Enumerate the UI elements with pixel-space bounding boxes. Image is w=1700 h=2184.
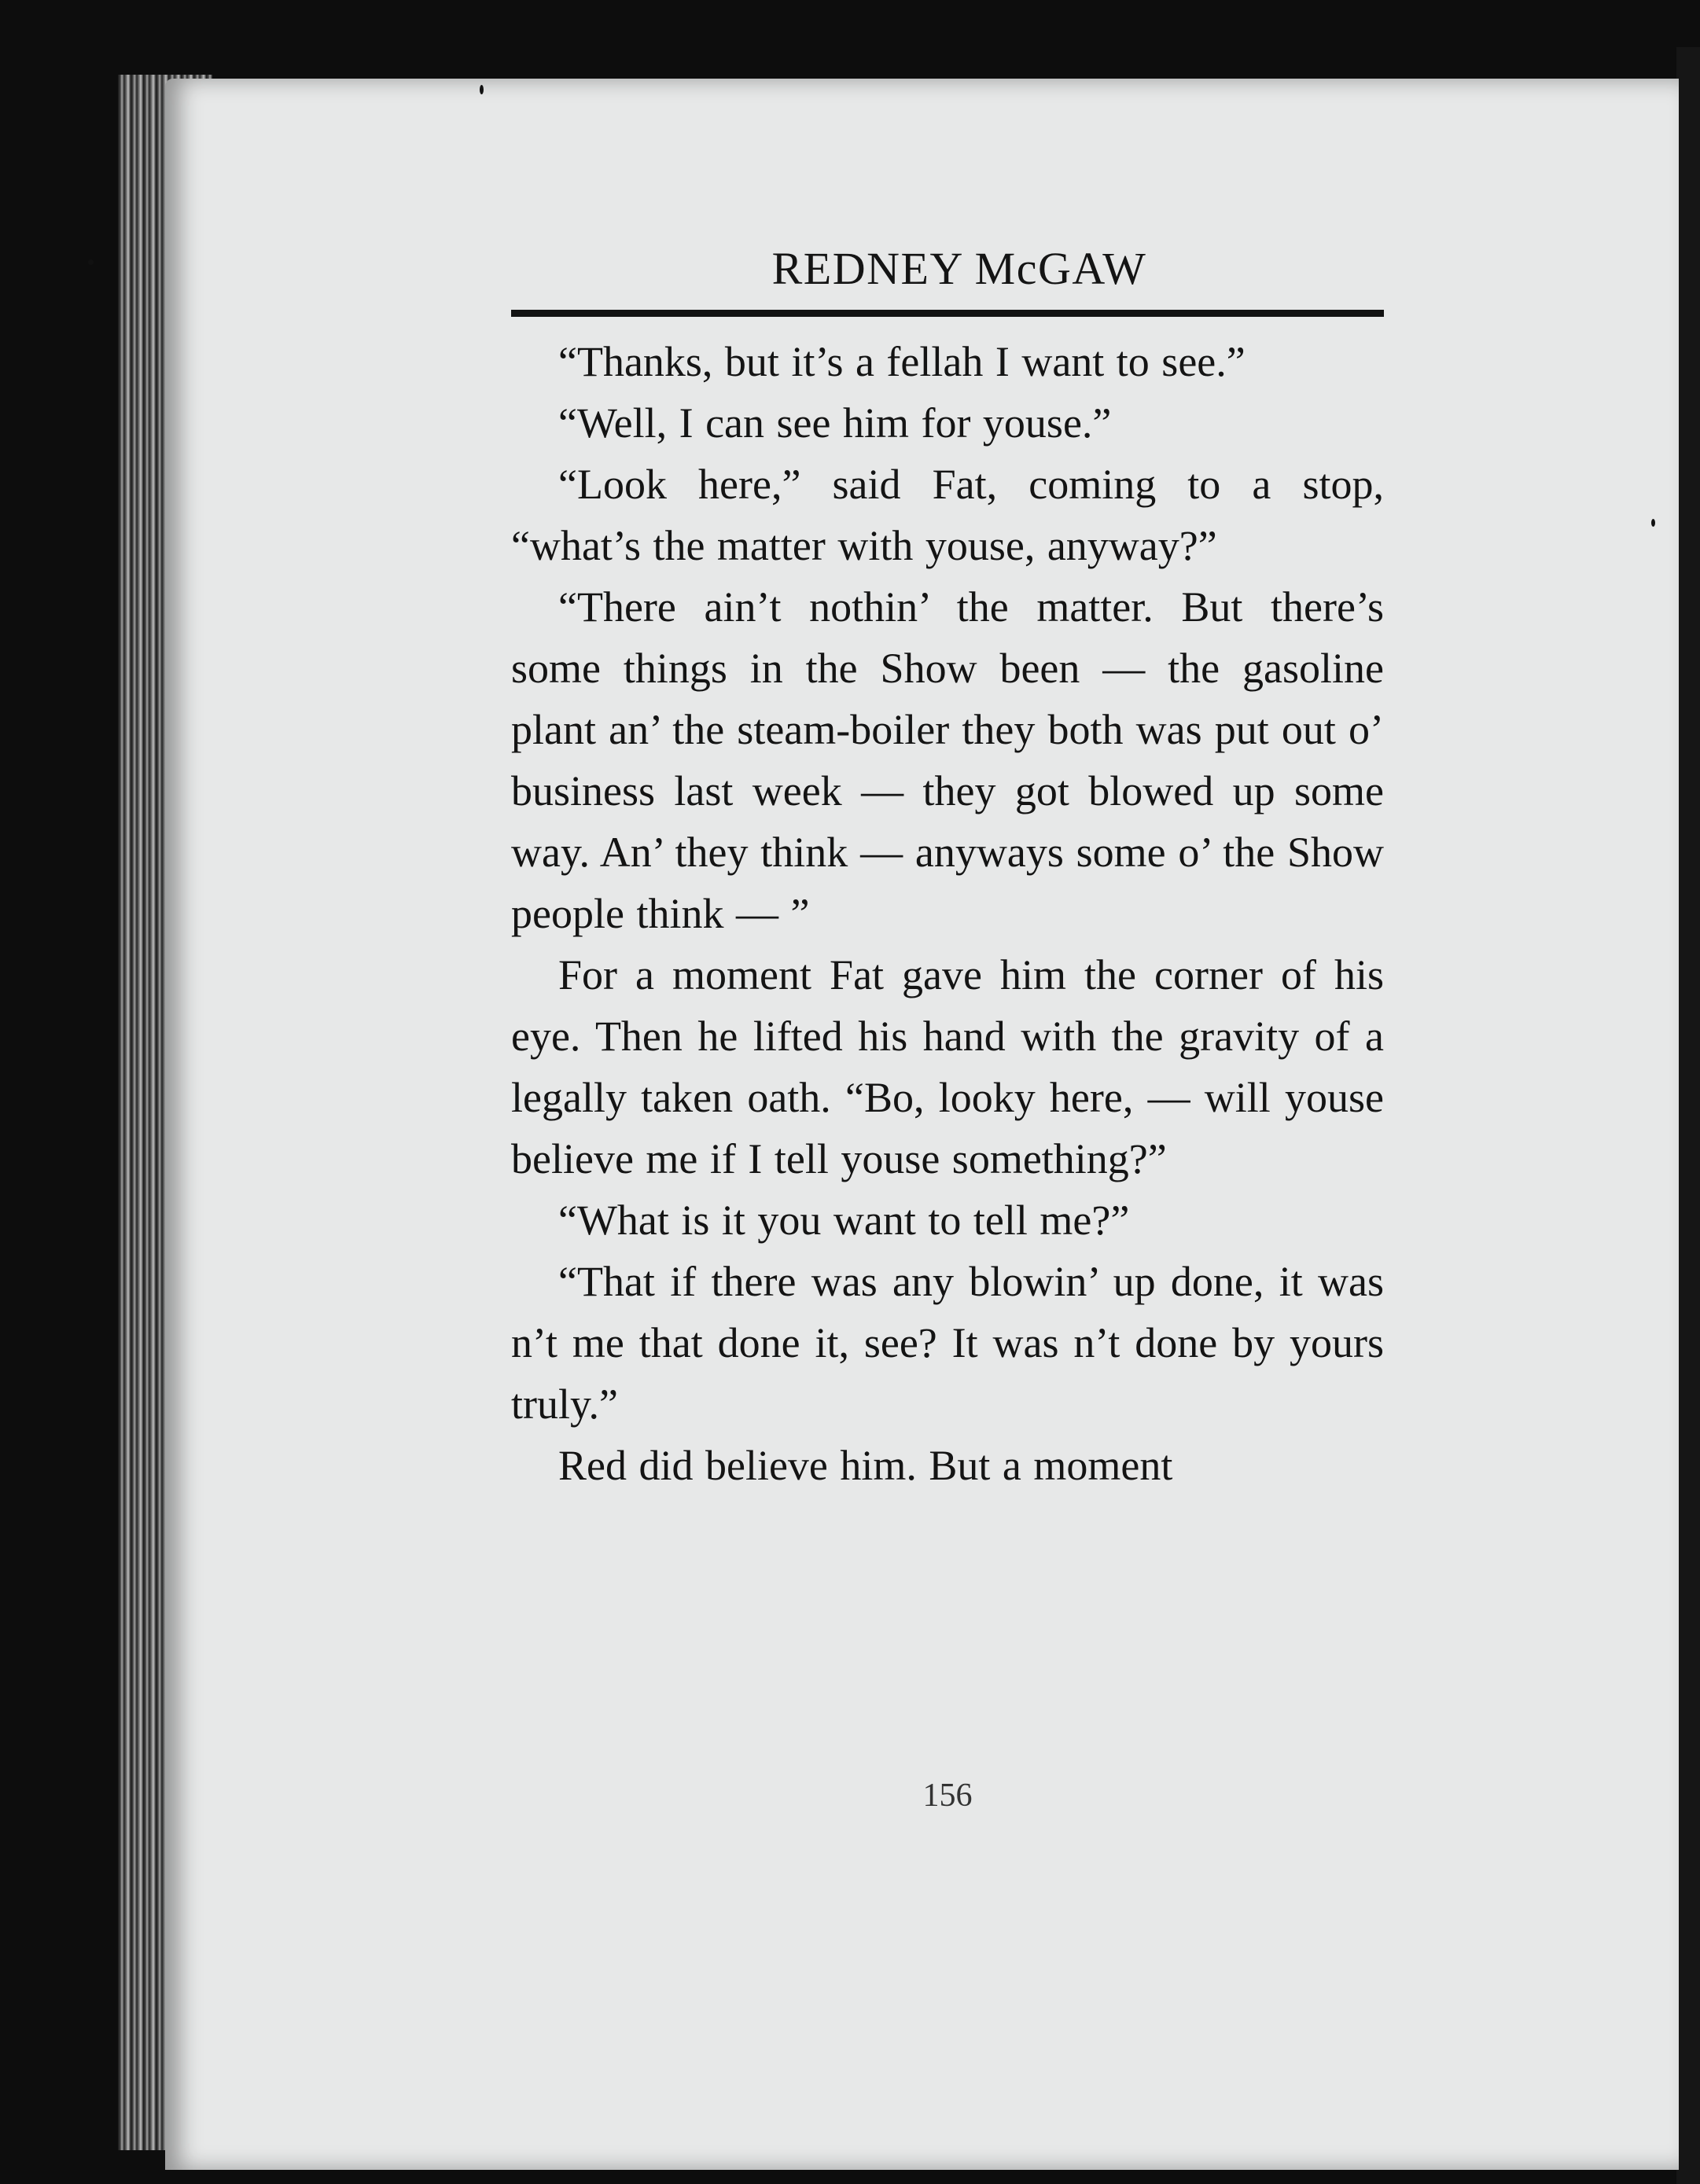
- page-number: 156: [922, 1778, 973, 1814]
- paragraph: “Look here,” said Fat, coming to a stop, “what’s the matter with youse, anyway?”: [511, 461, 1384, 569]
- paragraph: For a moment Fat gave him the corner of his eye. Then he lifted his hand with the gravity of a legally taken oath. “Bo, looky here, — will youse believe me if I tell youse something?”: [511, 951, 1384, 1182]
- paragraph: “There ain’t nothin’ the matter. But there’s some things in the Show been — the gasoline plant an’ the steam-boiler they both was put out o’ business last week — they got blowed up some way. An’ they think — anyways some o’ the Show people think — ”: [511, 583, 1384, 937]
- paragraph: “What is it you want to tell me?”: [558, 1197, 1130, 1244]
- dust-speck: [88, 259, 94, 265]
- paragraph: “That if there was any blowin’ up done, it was n’t me that done it, see? It was n’t done by yours truly.”: [511, 1258, 1384, 1428]
- running-head: REDNEY McGAW: [771, 243, 1147, 294]
- text-block: [511, 236, 1384, 1496]
- dust-speck: [1651, 519, 1655, 527]
- header-rule: [511, 310, 1384, 317]
- dust-speck: [480, 85, 484, 94]
- book-gutter-edge: [1676, 47, 1700, 2184]
- paragraph: “Well, I can see him for youse.”: [558, 399, 1112, 447]
- paragraph: Red did believe him. But a moment: [558, 1442, 1173, 1489]
- paragraph: “Thanks, but it’s a fellah I want to see.”: [558, 338, 1246, 385]
